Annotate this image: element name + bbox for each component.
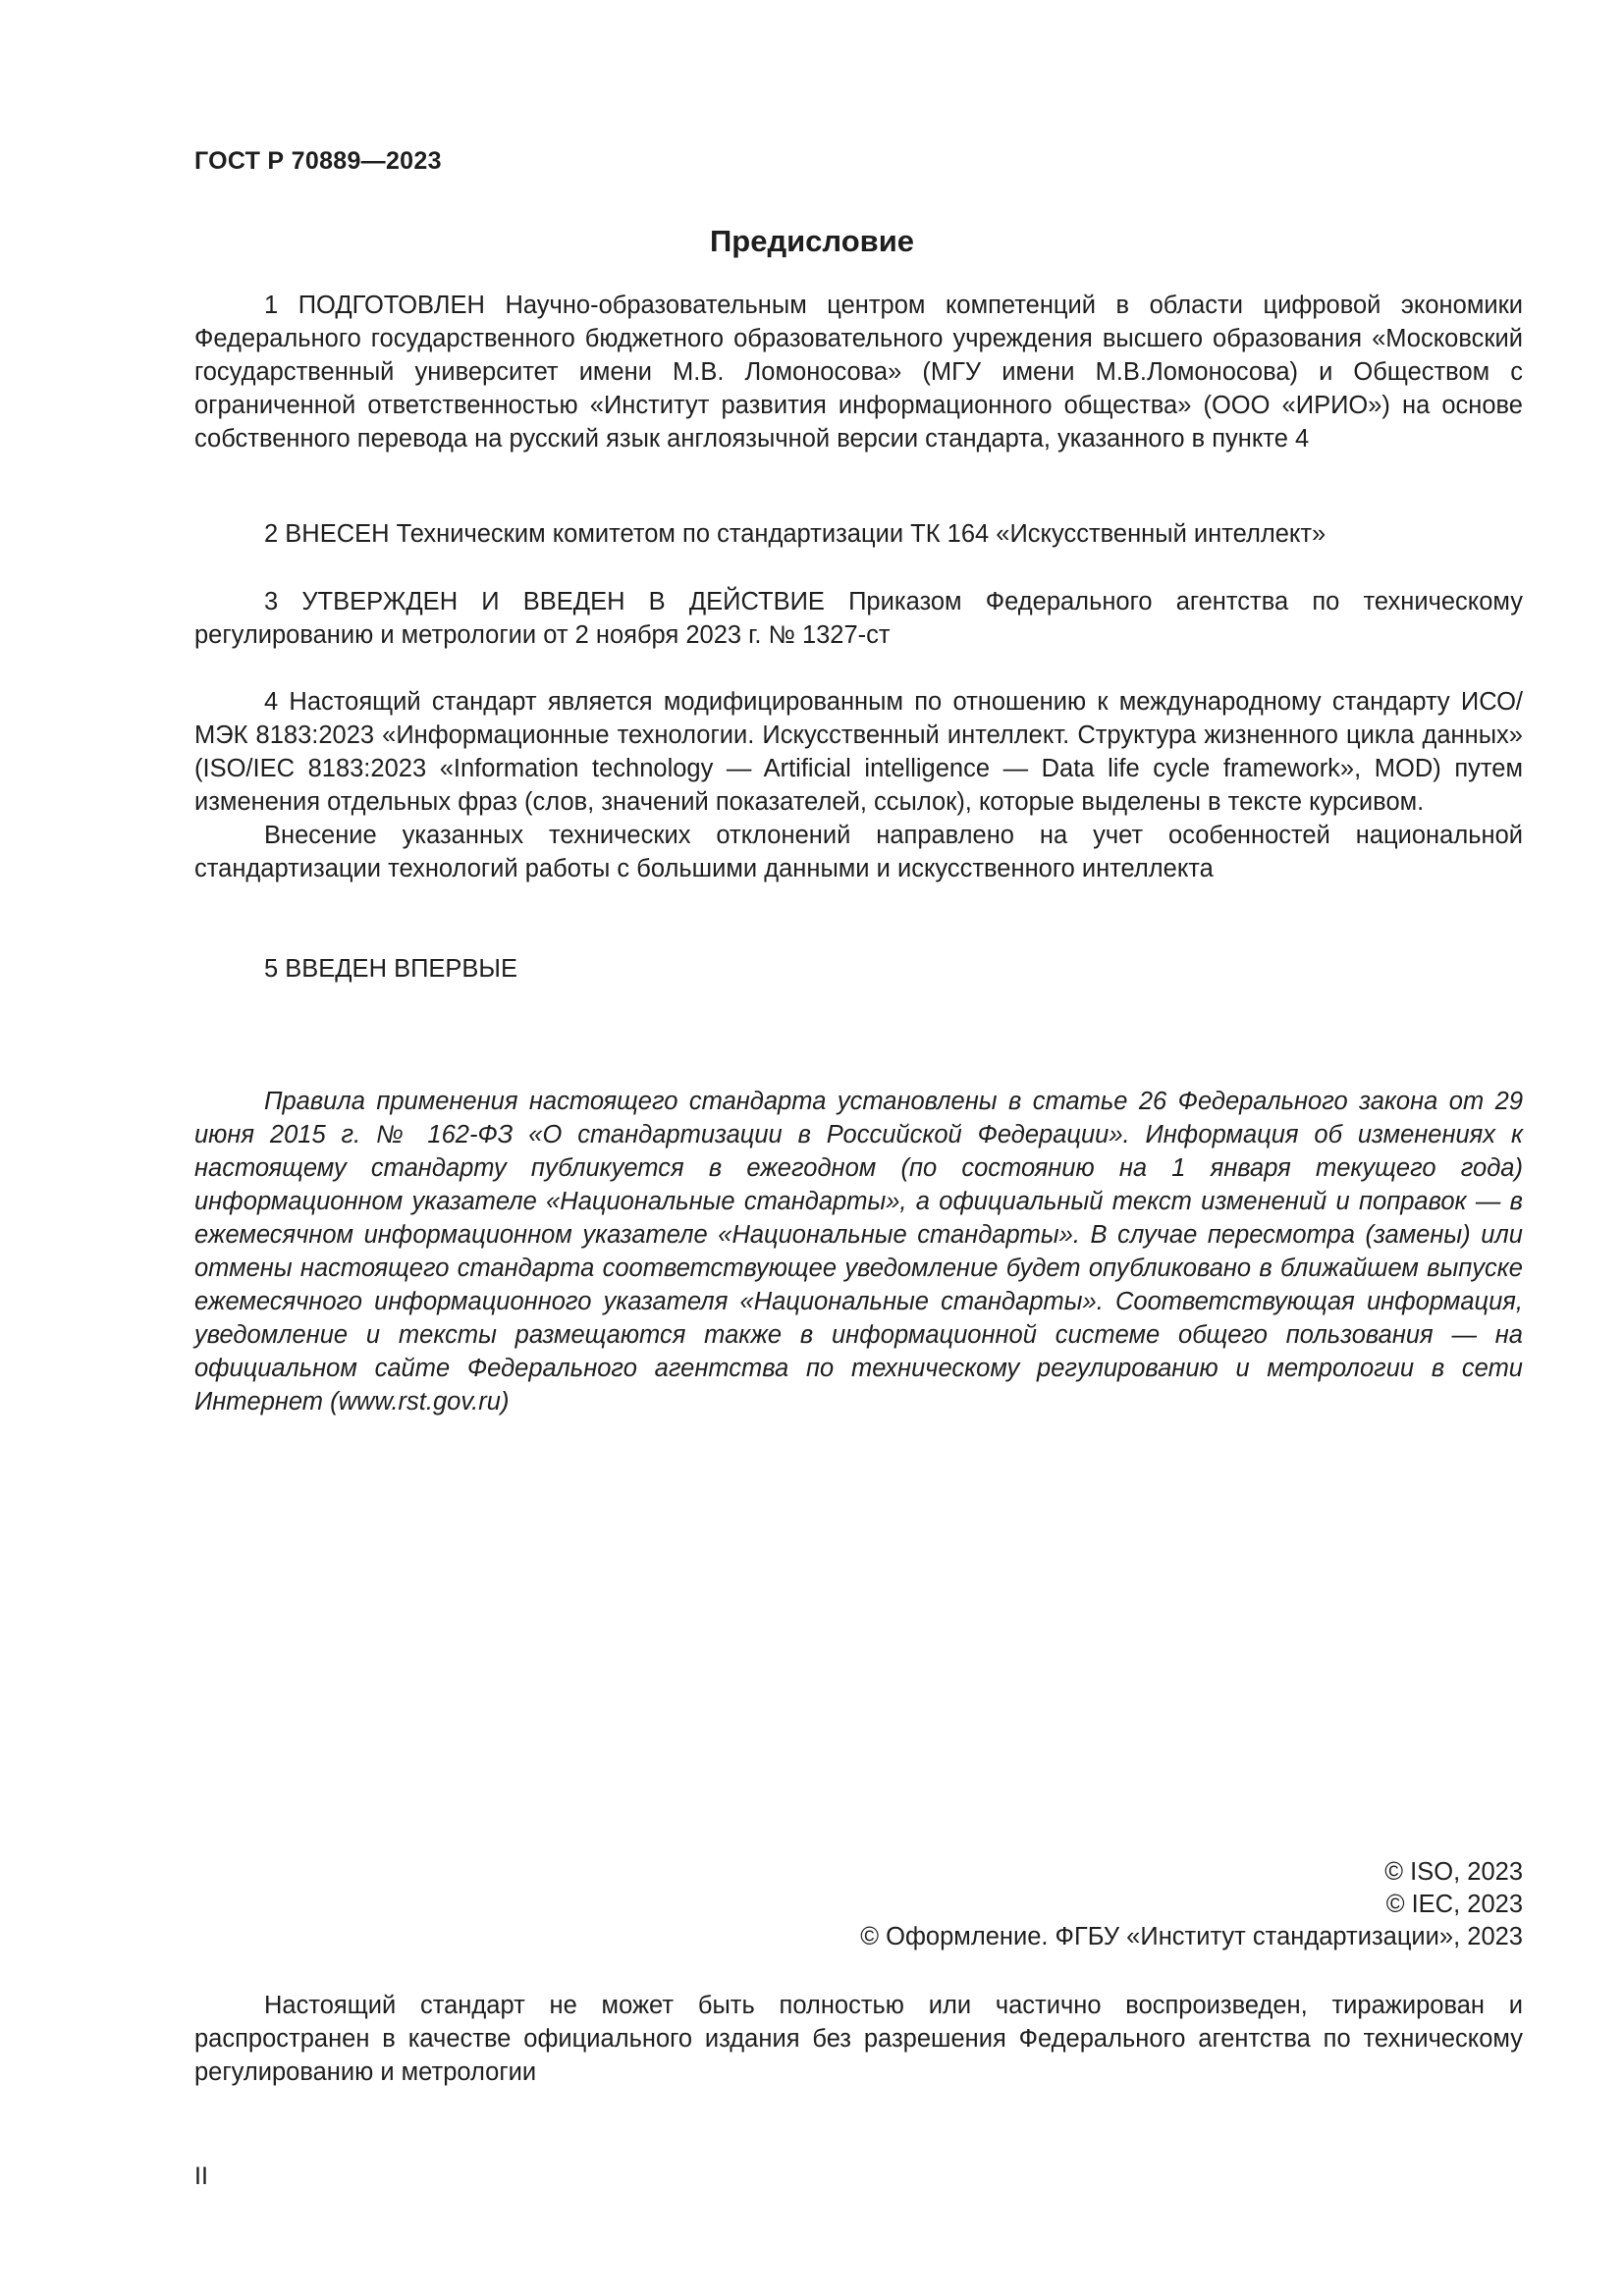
preface-item-2	[194, 517, 1523, 551]
preface-item-2-text: 2 ВНЕСЕН Техническим комитетом по стандартизации ТК 164 «Искусственный интеллект»	[264, 520, 1326, 548]
reproduction-notice-text: Настоящий стандарт не может быть полностью или частично воспроизведен, тиражирован и распространен в качестве официального издания без разрешения Федерального агентства по техническому регулированию и метрологии	[194, 1992, 1523, 2086]
copyright-iec: © IEC, 2023	[1385, 1891, 1523, 1918]
preface-item-4-note: Внесение указанных технических отклонений направлено на учет особенностей национальной стандартизации технологий работы с большими данными и искусственного интеллекта	[194, 822, 1523, 882]
preface-item-5-text: 5 ВВЕДЕН ВПЕРВЫЕ	[264, 955, 518, 983]
copyright-block	[860, 1856, 1523, 1953]
preface-item-5	[194, 952, 1523, 986]
rules-notice-text: Правила применения настоящего стандарта установлены в статье 26 Федерального закона от 29 июня 2015 г. № 162-ФЗ «О стандартизации в Российской Федерации». Информация об изменениях к настоящему стандарту публикуется в ежегодном (по состоянию на 1 января текущего года) информационном указателе «Национальные стандарты», а официальный текст изменений и поправок — в ежемесячном информационном указателе «Национальные стандарты». В случае пересмотра (замены) или отмены настоящего стандарта соответствующее уведомление будет опубликовано в ближайшем выпуске ежемесячного информационного указателя «Национальные стандарты». Соответствующая информация, уведомление и тексты размещаются также в информационной системе общего пользования — на официальном сайте Федерального агентства по техническому регулированию и метрологии в сети Интернет (www.rst.gov.ru)	[194, 1088, 1523, 1415]
copyright-design: © Оформление. ФГБУ «Институт стандартизации», 2023	[860, 1923, 1523, 1950]
standard-code-header: ГОСТ Р 70889—2023	[194, 147, 442, 175]
reproduction-notice	[194, 1989, 1523, 2089]
preface-item-3	[194, 585, 1523, 652]
copyright-iso: © ISO, 2023	[1384, 1858, 1523, 1886]
preface-item-4	[194, 685, 1523, 885]
preface-item-3-text: 3 УТВЕРЖДЕН И ВВЕДЕН В ДЕЙСТВИЕ Приказом Федерального агентства по техническому регулированию и метрологии от 2 ноября 2023 г. № 1327-ст	[194, 588, 1523, 649]
page-number: II	[194, 2163, 208, 2190]
preface-item-1	[194, 289, 1523, 455]
page-title: Предисловие	[709, 224, 914, 258]
preface-item-4-text: 4 Настоящий стандарт является модифицированным по отношению к международному стандарту ИСО/МЭК 8183:2023 «Информационные технологии. Искусственный интеллект. Структура жизненного цикла данных» (ISO/IEC 8183:2023 «Information technology — Artificial intelligence — Data life cycle framework», MOD) путем изменения отдельных фраз (слов, значений показателей, ссылок), которые выделены в тексте курсивом.	[194, 688, 1523, 816]
rules-notice	[194, 1085, 1523, 1418]
preface-item-1-text: 1 ПОДГОТОВЛЕН Научно-образовательным центром компетенций в области цифровой экономики Федерального государственного бюджетного образовательного учреждения высшего образования «Московский государственный университет имени М.В. Ломоносова» (МГУ имени М.В.Ломоносова) и Обществом с ограниченной ответственностью «Институт развития информационного общества» (ООО «ИРИО») на основе собственного перевода на русский язык англоязычной версии стандарта, указанного в пункте 4	[194, 292, 1523, 453]
